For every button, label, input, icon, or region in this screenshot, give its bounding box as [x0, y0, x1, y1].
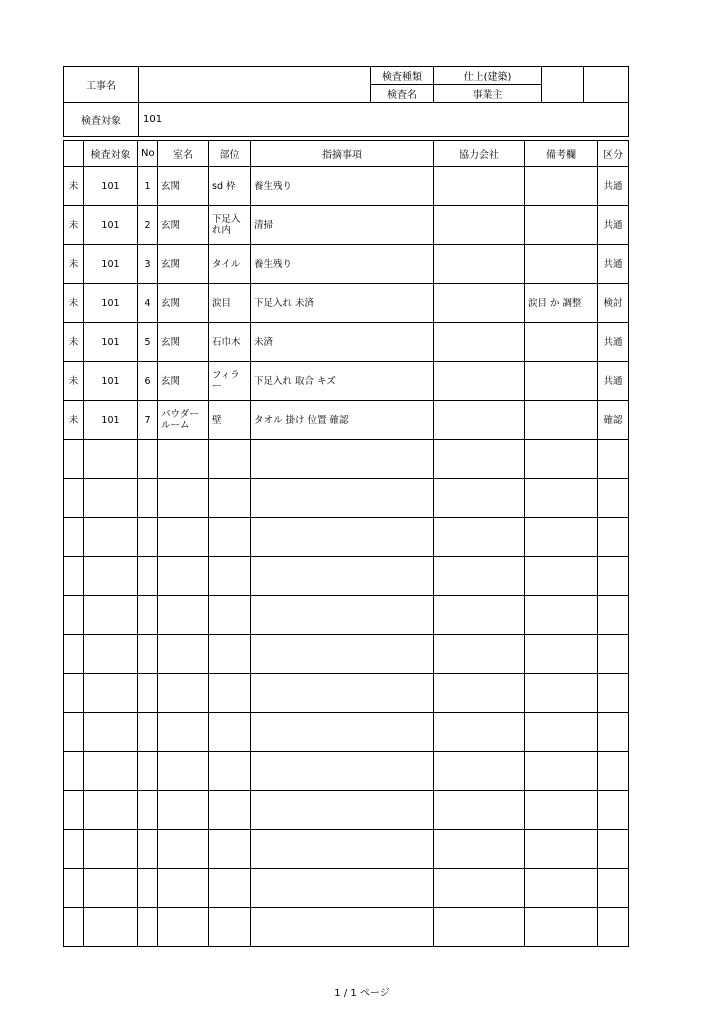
empty-cell [251, 440, 434, 479]
empty-cell [138, 557, 158, 596]
empty-cell [598, 713, 629, 752]
empty-row [64, 557, 629, 596]
empty-cell [138, 674, 158, 713]
issue-cell: 未済 [251, 323, 434, 362]
empty-cell [434, 440, 525, 479]
empty-cell [64, 869, 84, 908]
empty-cell [598, 674, 629, 713]
empty-cell [251, 830, 434, 869]
empty-cell [525, 518, 598, 557]
col-category: 区分 [598, 141, 629, 167]
empty-cell [84, 869, 138, 908]
empty-cell [84, 596, 138, 635]
empty-cell [434, 518, 525, 557]
empty-row [64, 908, 629, 947]
target-cell: 101 [84, 401, 138, 440]
target-cell: 101 [84, 206, 138, 245]
status-cell: 未 [64, 206, 84, 245]
remarks-cell [525, 206, 598, 245]
empty-cell [158, 674, 209, 713]
empty-cell [209, 635, 251, 674]
no-cell: 5 [138, 323, 158, 362]
empty-cell [158, 908, 209, 947]
empty-cell [525, 791, 598, 830]
empty-cell [598, 908, 629, 947]
contractor-cell [434, 323, 525, 362]
contractor-cell [434, 206, 525, 245]
empty-cell [434, 713, 525, 752]
empty-cell [64, 713, 84, 752]
empty-cell [251, 596, 434, 635]
empty-cell [598, 752, 629, 791]
empty-row [64, 518, 629, 557]
empty-cell [434, 557, 525, 596]
contractor-cell [434, 245, 525, 284]
empty-cell [434, 908, 525, 947]
empty-cell [598, 518, 629, 557]
empty-cell [525, 869, 598, 908]
empty-row [64, 752, 629, 791]
empty-row [64, 791, 629, 830]
empty-cell [525, 557, 598, 596]
room-cell: 玄関 [158, 362, 209, 401]
target-cell: 101 [84, 245, 138, 284]
target-cell: 101 [84, 167, 138, 206]
part-cell: タイル [209, 245, 251, 284]
issue-cell: タオル 掛け 位置 確認 [251, 401, 434, 440]
part-cell: 下足入れ内 [209, 206, 251, 245]
empty-cell [84, 713, 138, 752]
empty-cell [434, 830, 525, 869]
empty-cell [138, 596, 158, 635]
empty-cell [434, 596, 525, 635]
status-cell: 未 [64, 245, 84, 284]
category-cell: 検討 [598, 284, 629, 323]
empty-row [64, 479, 629, 518]
empty-row [64, 596, 629, 635]
empty-cell [209, 830, 251, 869]
empty-cell [84, 479, 138, 518]
project-value [139, 67, 371, 103]
empty-cell [158, 596, 209, 635]
col-target: 検査対象 [84, 141, 138, 167]
empty-cell [251, 713, 434, 752]
remarks-cell [525, 362, 598, 401]
empty-cell [434, 869, 525, 908]
empty-cell [434, 479, 525, 518]
category-cell: 共通 [598, 362, 629, 401]
no-cell: 2 [138, 206, 158, 245]
category-cell: 共通 [598, 206, 629, 245]
empty-cell [209, 518, 251, 557]
empty-row [64, 674, 629, 713]
empty-cell [525, 830, 598, 869]
empty-cell [84, 557, 138, 596]
empty-row [64, 635, 629, 674]
empty-cell [525, 440, 598, 479]
issue-cell: 下足入れ 取合 キズ [251, 362, 434, 401]
empty-row [64, 869, 629, 908]
empty-cell [158, 791, 209, 830]
remarks-cell: 涙目 か 調整 [525, 284, 598, 323]
status-cell: 未 [64, 323, 84, 362]
empty-cell [64, 791, 84, 830]
empty-cell [209, 791, 251, 830]
no-cell: 3 [138, 245, 158, 284]
status-cell: 未 [64, 284, 84, 323]
empty-cell [598, 440, 629, 479]
header-table [63, 66, 629, 137]
empty-cell [251, 791, 434, 830]
empty-cell [209, 674, 251, 713]
room-cell: 玄関 [158, 245, 209, 284]
project-label: 工事名 [64, 67, 139, 103]
empty-cell [138, 791, 158, 830]
empty-cell [158, 635, 209, 674]
empty-cell [251, 869, 434, 908]
empty-cell [434, 791, 525, 830]
empty-row [64, 440, 629, 479]
col-no: No [138, 141, 158, 167]
empty-cell [64, 908, 84, 947]
col-remarks: 備考欄 [525, 141, 598, 167]
contractor-cell [434, 167, 525, 206]
part-cell: 壁 [209, 401, 251, 440]
empty-cell [84, 752, 138, 791]
category-cell: 共通 [598, 167, 629, 206]
part-cell: 涙目 [209, 284, 251, 323]
stamp-box-2 [584, 67, 629, 103]
empty-cell [84, 674, 138, 713]
empty-cell [209, 869, 251, 908]
empty-cell [158, 752, 209, 791]
empty-cell [158, 869, 209, 908]
category-cell: 共通 [598, 245, 629, 284]
empty-cell [158, 830, 209, 869]
empty-cell [138, 479, 158, 518]
empty-cell [158, 479, 209, 518]
issue-cell: 清掃 [251, 206, 434, 245]
empty-row [64, 830, 629, 869]
empty-cell [251, 518, 434, 557]
target-label: 検査対象 [64, 103, 139, 137]
no-cell: 1 [138, 167, 158, 206]
empty-cell [158, 713, 209, 752]
empty-cell [251, 635, 434, 674]
col-part: 部位 [209, 141, 251, 167]
empty-cell [138, 635, 158, 674]
remarks-cell [525, 401, 598, 440]
empty-cell [251, 908, 434, 947]
issue-cell: 下足入れ 未済 [251, 284, 434, 323]
room-cell: 玄関 [158, 167, 209, 206]
empty-cell [598, 479, 629, 518]
empty-cell [209, 713, 251, 752]
inspection-name-value: 事業主 [434, 85, 542, 103]
empty-cell [525, 908, 598, 947]
inspection-name-label: 検査名 [371, 85, 434, 103]
empty-cell [209, 479, 251, 518]
room-cell: 玄関 [158, 323, 209, 362]
issue-cell: 養生残り [251, 167, 434, 206]
empty-cell [251, 752, 434, 791]
empty-cell [525, 479, 598, 518]
status-cell: 未 [64, 362, 84, 401]
category-cell: 共通 [598, 323, 629, 362]
no-cell: 7 [138, 401, 158, 440]
empty-cell [64, 830, 84, 869]
col-status [64, 141, 84, 167]
empty-cell [158, 518, 209, 557]
empty-cell [598, 557, 629, 596]
table-row [64, 323, 629, 362]
stamp-box-1 [542, 67, 584, 103]
col-contractor: 協力会社 [434, 141, 525, 167]
empty-cell [64, 518, 84, 557]
empty-cell [138, 830, 158, 869]
empty-cell [434, 635, 525, 674]
empty-cell [84, 635, 138, 674]
empty-cell [84, 440, 138, 479]
no-cell: 6 [138, 362, 158, 401]
empty-cell [64, 752, 84, 791]
empty-cell [209, 908, 251, 947]
empty-cell [64, 635, 84, 674]
empty-cell [64, 596, 84, 635]
empty-cell [525, 752, 598, 791]
empty-cell [251, 479, 434, 518]
inspection-type-value: 仕上(建築) [434, 67, 542, 85]
part-cell: フィラー [209, 362, 251, 401]
category-cell: 確認 [598, 401, 629, 440]
empty-cell [158, 557, 209, 596]
empty-cell [138, 869, 158, 908]
empty-cell [84, 518, 138, 557]
target-cell: 101 [84, 323, 138, 362]
room-cell: 玄関 [158, 206, 209, 245]
empty-cell [64, 440, 84, 479]
empty-cell [209, 752, 251, 791]
col-room: 室名 [158, 141, 209, 167]
issue-cell: 養生残り [251, 245, 434, 284]
table-row [64, 362, 629, 401]
empty-cell [525, 596, 598, 635]
target-cell: 101 [84, 284, 138, 323]
remarks-cell [525, 167, 598, 206]
empty-cell [64, 557, 84, 596]
empty-cell [251, 557, 434, 596]
empty-cell [138, 752, 158, 791]
target-value: 101 [139, 103, 629, 137]
contractor-cell [434, 401, 525, 440]
empty-cell [209, 596, 251, 635]
target-cell: 101 [84, 362, 138, 401]
empty-cell [84, 791, 138, 830]
empty-cell [138, 518, 158, 557]
contractor-cell [434, 362, 525, 401]
room-cell: 玄関 [158, 284, 209, 323]
empty-cell [84, 908, 138, 947]
empty-cell [598, 869, 629, 908]
table-row [64, 401, 629, 440]
empty-cell [525, 674, 598, 713]
empty-cell [209, 440, 251, 479]
no-cell: 4 [138, 284, 158, 323]
empty-row [64, 713, 629, 752]
inspection-type-label: 検査種類 [371, 67, 434, 85]
empty-cell [64, 674, 84, 713]
room-cell: パウダールーム [158, 401, 209, 440]
empty-cell [598, 830, 629, 869]
empty-cell [434, 752, 525, 791]
table-row [64, 206, 629, 245]
empty-cell [64, 479, 84, 518]
empty-cell [251, 674, 434, 713]
empty-cell [138, 440, 158, 479]
empty-cell [84, 830, 138, 869]
page-footer: 1 / 1 ページ [334, 988, 390, 999]
empty-cell [138, 713, 158, 752]
status-cell: 未 [64, 401, 84, 440]
table-row [64, 167, 629, 206]
empty-cell [158, 440, 209, 479]
table-row [64, 245, 629, 284]
empty-cell [598, 635, 629, 674]
empty-cell [138, 908, 158, 947]
col-issue: 指摘事項 [251, 141, 434, 167]
empty-cell [525, 635, 598, 674]
empty-cell [598, 791, 629, 830]
column-header-row [64, 141, 629, 167]
empty-cell [434, 674, 525, 713]
table-row [64, 284, 629, 323]
empty-cell [598, 596, 629, 635]
empty-cell [525, 713, 598, 752]
status-cell: 未 [64, 167, 84, 206]
contractor-cell [434, 284, 525, 323]
remarks-cell [525, 245, 598, 284]
part-cell: sd 枠 [209, 167, 251, 206]
part-cell: 石巾木 [209, 323, 251, 362]
issue-list-table [63, 140, 629, 947]
empty-cell [209, 557, 251, 596]
remarks-cell [525, 323, 598, 362]
